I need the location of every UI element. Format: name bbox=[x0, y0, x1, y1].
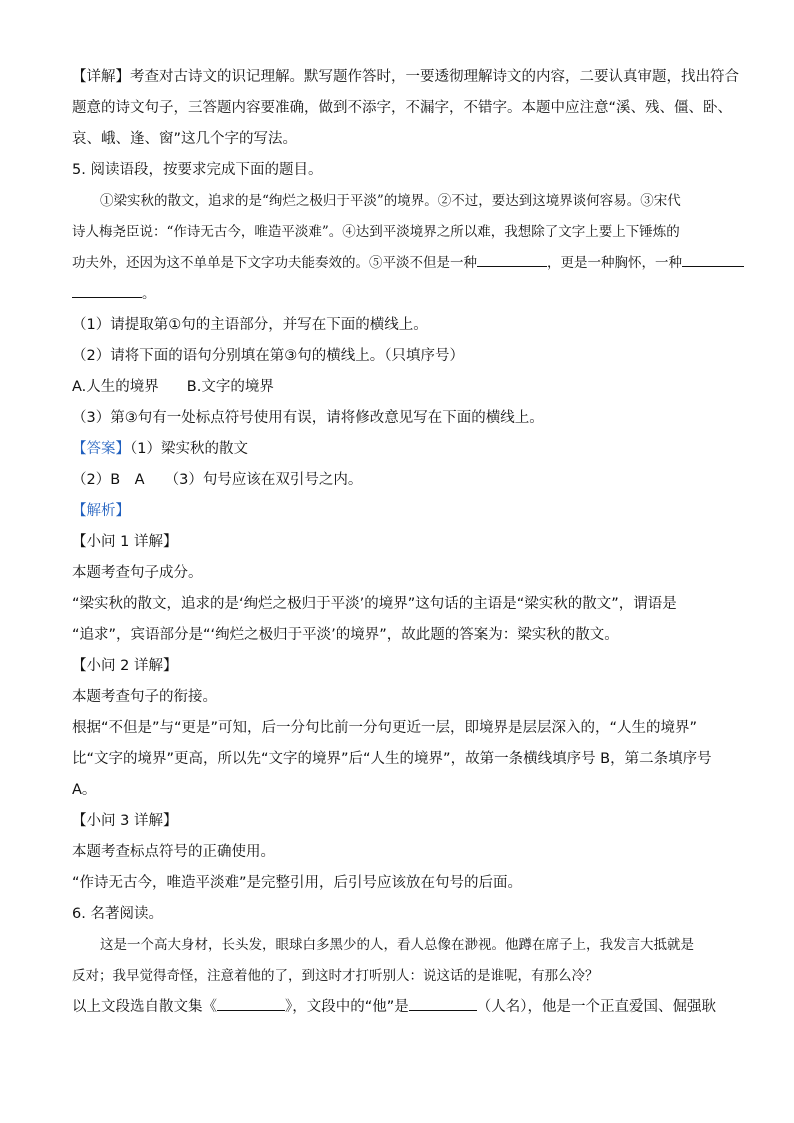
sub-question-1: （1）请提取第①句的主语部分，并写在下面的横线上。 bbox=[72, 317, 428, 333]
subquestion-1-line-1: 本题考查句子成分。 bbox=[72, 565, 203, 581]
sub-question-3: （3）第③句有一处标点符号使用有误，请将修改意见写在下面的横线上。 bbox=[72, 410, 544, 426]
options-line bbox=[72, 372, 724, 403]
subquestion-2-line-1: 本题考查句子的衔接。 bbox=[72, 689, 217, 705]
option-b: B.文字的境界 bbox=[186, 379, 274, 395]
answer-text: （2）B A bbox=[72, 472, 145, 488]
question-5-title: 5. 阅读语段，按要求完成下面的题目。 bbox=[72, 162, 323, 178]
subquestion-3-heading: 【小问 3 详解】 bbox=[72, 813, 178, 829]
subquestion-2-heading: 【小问 2 详解】 bbox=[72, 658, 178, 674]
answer-text: （3）句号应该在双引号之内。 bbox=[164, 472, 363, 488]
question-text: 以上文段选自散文集《 bbox=[72, 999, 217, 1015]
reading-line-1: 这是一个高大身材，长头发，眼球白多黑少的人，看人总像在渺视。他蹲在席子上，我发言大抵就是 bbox=[100, 937, 694, 953]
subquestion-3-line-2: “作诗无古今，唯造平淡难”是完整引用，后引号应该放在句号的后面。 bbox=[72, 875, 523, 891]
option-a: A.人生的境界 bbox=[72, 379, 159, 395]
passage-line-1: ①梁实秋的散文，追求的是“绚烂之极归于平淡”的境界。②不过，要达到这境界谈何容易。③宋代 bbox=[100, 193, 681, 209]
passage-line-2: 诗人梅尧臣说：“作诗无古今，唯造平淡难”。④达到平淡境界之所以难，我想除了文字上要上下锤炼的 bbox=[72, 224, 680, 240]
answer-line-1 bbox=[72, 434, 724, 465]
question-6-title: 6. 名著阅读。 bbox=[72, 906, 163, 922]
passage-text: 功夫外，还因为这不单单是下文字功夫能奏效的。⑤平淡不但是一种 bbox=[72, 255, 477, 271]
document-page bbox=[72, 62, 739, 1023]
explanation-line-3: 哀、峨、逢、窗”这几个字的写法。 bbox=[72, 131, 298, 147]
subquestion-2-line-3: 比“文字的境界”更高，所以先“文字的境界”后“人生的境界”，故第一条横线填序号 B，第二条填序号 bbox=[72, 751, 712, 767]
answer-blank-2[interactable] bbox=[682, 254, 744, 267]
subquestion-1-line-2: “梁实秋的散文，追求的是‘绚烂之极归于平淡’的境界”这句话的主语是“梁实秋的散文”，谓语是 bbox=[72, 596, 677, 612]
passage-text: 。 bbox=[142, 286, 156, 302]
subquestion-3-line-1: 本题考查标点符号的正确使用。 bbox=[72, 844, 275, 860]
passage-text: ，更是一种胸怀，一种 bbox=[547, 255, 682, 271]
person-name-blank[interactable] bbox=[409, 998, 477, 1011]
subquestion-2-line-2: 根据“不但是”与“更是”可知，后一分句比前一分句更近一层，即境界是层层深入的，“人生的境界” bbox=[72, 720, 698, 736]
answer-text: （1）梁实秋的散文 bbox=[130, 441, 248, 457]
answer-label: 【答案】 bbox=[72, 441, 130, 457]
analysis-label: 【解析】 bbox=[72, 503, 130, 519]
sub-question-2: （2）请将下面的语句分别填在第③句的横线上。（只填序号） bbox=[72, 348, 464, 364]
answer-blank-1[interactable] bbox=[477, 254, 547, 267]
passage-line-4 bbox=[72, 279, 724, 310]
question-text: （人名），他是一个正直爱国、倔强耿 bbox=[476, 999, 717, 1015]
passage-line-3 bbox=[72, 248, 724, 279]
explanation-line-1: 【详解】考查对古诗文的识记理解。默写题作答时，一要透彻理解诗文的内容，二要认真审题，找出符合 bbox=[72, 69, 739, 85]
explanation-line-2: 题意的诗文句子，三答题内容要准确，做到不添字，不漏字，不错字。本题中应注意“溪、残、僵、卧、 bbox=[72, 100, 733, 116]
subquestion-1-line-3: “追求”，宾语部分是“‘绚烂之极归于平淡’的境界”，故此题的答案为：梁实秋的散文。 bbox=[72, 627, 619, 643]
question-6-line bbox=[72, 992, 724, 1023]
answer-line-2 bbox=[72, 465, 724, 496]
reading-line-2: 反对；我早觉得奇怪，注意着他的了，到这时才打听别人：说这话的是谁呢，有那么冷？ bbox=[72, 968, 599, 984]
question-text: 》，文段中的“他”是 bbox=[285, 999, 409, 1015]
subquestion-2-line-4: A。 bbox=[72, 782, 97, 798]
subquestion-1-heading: 【小问 1 详解】 bbox=[72, 534, 178, 550]
book-title-blank[interactable] bbox=[217, 998, 285, 1011]
answer-blank-3[interactable] bbox=[72, 285, 142, 298]
